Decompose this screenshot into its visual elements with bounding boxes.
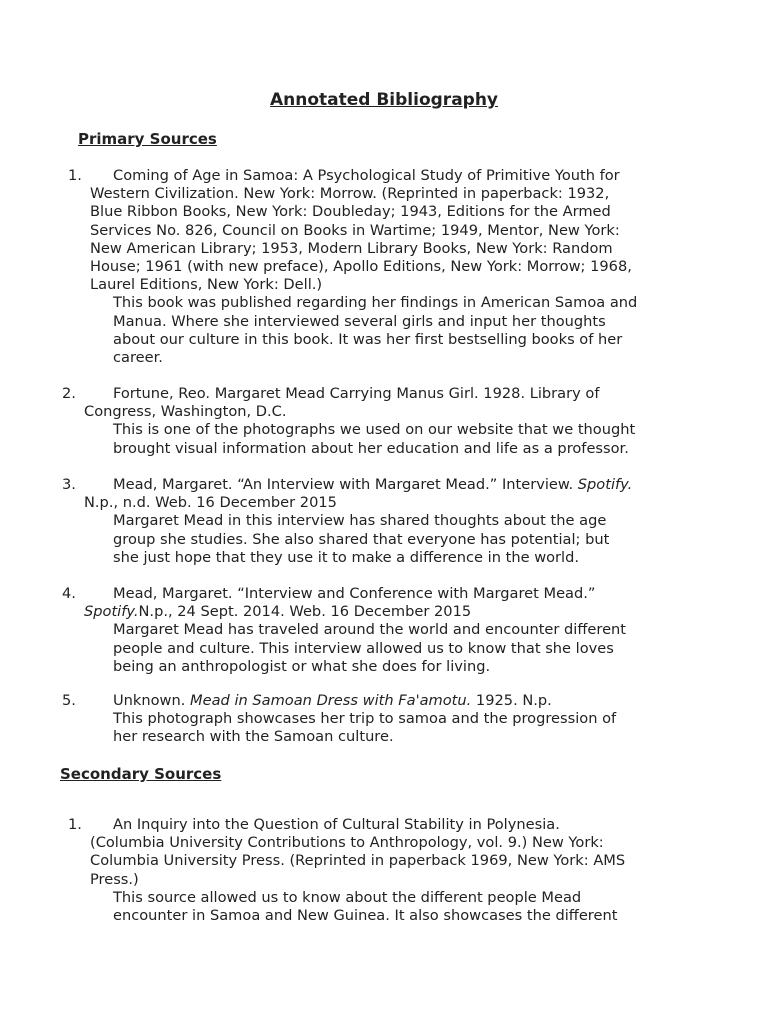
citation-line: Blue Ribbon Books, New York: Doubleday; 1943, Editions for the Armed [90,203,611,221]
citation-line: House; 1961 (with new preface), Apollo Editions, New York: Morrow; 1968, [90,258,632,276]
entry-number: 1. [68,816,82,833]
annotation-line: This is one of the photographs we used on our website that we thought [113,421,636,439]
citation-line [62,603,748,621]
annotation-line: her research with the Samoan culture. [113,728,394,746]
citation-line: Fortune, Reo. Margaret Mead Carrying Manus Girl. 1928. Library of [113,385,600,402]
primary-entry-5 [62,692,748,747]
citation-line [62,476,748,494]
annotation-line: encounter in Samoa and New Guinea. It also showcases the different [113,907,618,925]
entry-number: 3. [62,476,76,493]
annotation-line: Margaret Mead in this interview has shared thoughts about the age [113,512,607,530]
citation-line: Coming of Age in Samoa: A Psychological Study of Primitive Youth for [113,167,620,184]
primary-entry-2 [62,385,748,458]
annotation-line: This source allowed us to know about the different people Mead [113,888,582,906]
annotation-line: This photograph showcases her trip to samoa and the progression of [113,710,617,728]
citation-line: Laurel Editions, New York: Dell.) [90,276,323,294]
annotation-line: This book was published regarding her findings in American Samoa and [113,294,638,312]
citation-text: 1925. N.p. [471,692,552,709]
primary-entry-1 [68,167,748,367]
primary-entry-4 [62,585,748,676]
citation-line [62,692,748,710]
annotation-line: being an anthropologist or what she does for living. [113,657,491,675]
citation-source: Spotify. [577,476,633,493]
secondary-sources-heading: Secondary Sources [60,765,222,783]
citation-title: Mead in Samoan Dress with Fa'amotu. [190,692,472,709]
annotation-line: Margaret Mead has traveled around the world and encounter different [113,621,627,639]
citation-text: Mead, Margaret. “An Interview with Margaret Mead.” Interview. [113,476,578,493]
annotation-line: she just hope that they use it to make a difference in the world. [113,548,580,566]
citation-line: An Inquiry into the Question of Cultural Stability in Polynesia. [113,816,560,833]
entry-number: 4. [62,585,76,602]
citation-source: Spotify. [84,603,139,621]
citation-line: (Columbia University Contributions to Anthropology, vol. 9.) New York: [90,834,604,852]
primary-sources-heading: Primary Sources [78,130,217,148]
entry-number: 5. [62,692,76,709]
annotation-line: brought visual information about her education and life as a professor. [113,439,629,457]
citation-line: Press.) [90,870,139,888]
citation-line: Congress, Washington, D.C. [84,403,287,421]
citation-line: Services No. 826, Council on Books in Wartime; 1949, Mentor, New York: [90,221,620,239]
document-title: Annotated Bibliography [269,90,499,110]
citation-line: New American Library; 1953, Modern Library Books, New York: Random [90,239,613,257]
annotation-line: people and culture. This interview allowed us to know that she loves [113,639,614,657]
citation-line: Columbia University Press. (Reprinted in paperback 1969, New York: AMS [90,852,626,870]
primary-entry-3 [62,476,748,567]
annotation-line: group she studies. She also shared that everyone has potential; but [113,530,610,548]
annotation-line: about our culture in this book. It was her first bestselling books of her [113,330,623,348]
citation-text: Unknown. [113,692,191,709]
annotation-line: Manua. Where she interviewed several girls and input her thoughts [113,312,606,330]
citation-line: Mead, Margaret. “Interview and Conference with Margaret Mead.” [113,585,596,602]
annotation-line: career. [113,349,163,367]
entry-number: 2. [62,385,76,402]
citation-text: N.p., 24 Sept. 2014. Web. 16 December 2015 [138,603,472,621]
citation-line: Western Civilization. New York: Morrow. (Reprinted in paperback: 1932, [90,185,610,203]
citation-line: N.p., n.d. Web. 16 December 2015 [84,494,337,512]
secondary-entry-1 [68,816,748,925]
entry-number: 1. [68,167,82,184]
